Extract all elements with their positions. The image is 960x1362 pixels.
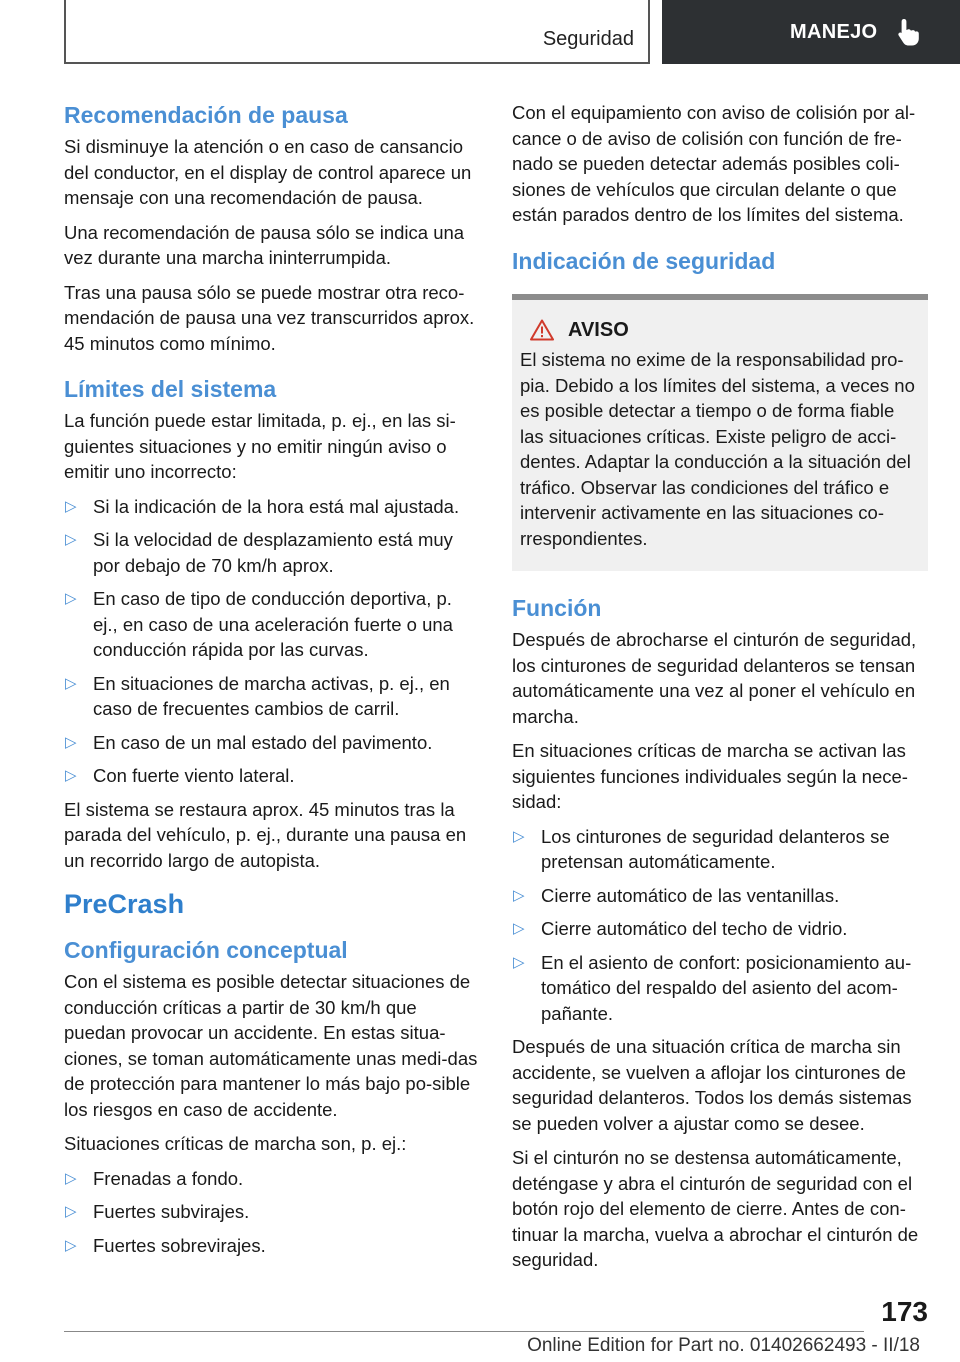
funcion-paragraph-2: En situaciones críticas de marcha se activan las siguientes funciones individuales según la nece‐sidad: [512, 740, 908, 812]
triangle-right-icon: ▷ [65, 767, 77, 784]
footer-rule [64, 1331, 864, 1332]
list-item [64, 586, 480, 663]
limites-paragraph-1: La función puede estar limitada, p. ej., en las si‐guientes situaciones y no emitir ningún aviso o emitir uno incorrecto: [64, 410, 456, 482]
funcion-list [512, 824, 928, 1027]
header-chapter-label: MANEJO [790, 20, 878, 43]
indicacion-heading: Indicación de seguridad [512, 247, 776, 274]
funcion-heading: Función [512, 595, 602, 621]
list-item-text: Cierre automático de las ventanillas. [541, 884, 840, 906]
list-item-text: Fuertes subvirajes. [93, 1201, 250, 1222]
triangle-right-icon: ▷ [513, 953, 525, 971]
list-item-text: Fuertes sobrevirajes. [93, 1234, 266, 1256]
list-item-text: Si la indicación de la hora está mal ajustada. [93, 495, 460, 517]
list-item-text: En caso de un mal estado del pavimento. [93, 731, 433, 753]
triangle-right-icon: ▷ [65, 531, 77, 548]
page-number: 173 [881, 1296, 928, 1327]
list-item-text: Cierre automático del techo de vidrio. [541, 918, 848, 939]
list-item-text: En caso de tipo de conducción deportiva, p. ej., en caso de una aceleración fuerte o una conducción rápida por las curvas. [93, 588, 453, 660]
warning-text: El sistema no exime de la responsabilidad pro‐pia. Debido a los límites del sistema, a veces no es posible detectar a tiempo o de forma fiable las situaciones críticas. Existe peligro de acci‐dentes. Adaptar la conducción a la situación del tráfico. Observar las condiciones del tráfico e intervenir activamente en las situaciones co‐rrespondientes. [520, 349, 915, 549]
triangle-right-icon: ▷ [65, 733, 77, 751]
header-rule-right [648, 0, 650, 64]
list-item-text: Frenadas a fondo. [93, 1167, 244, 1189]
config-paragraph-1: Con el sistema es posible detectar situaciones de conducción críticas a partir de 30 km/h que puedan provocar un accidente. En estas situa‐ciones, se toman automáticamente unas medi‐das de protección para mantener lo más bajo po‐sible los riesgos en caso de accidente. [64, 971, 478, 1120]
warning-title: AVISO [568, 318, 629, 341]
right-column [512, 100, 928, 1282]
triangle-right-icon: ▷ [65, 674, 77, 692]
list-item [512, 883, 928, 909]
list-item [64, 527, 480, 578]
pausa-paragraph-3: Tras una pausa sólo se puede mostrar otra reco‐mendación de pausa una vez transcurridos aprox. 45 minutos como mínimo. [64, 281, 475, 354]
warning-triangle-icon [530, 319, 554, 341]
funcion-paragraph-1: Después de abrocharse el cinturón de seguridad, los cinturones de seguridad delanteros se tensan automáticamente una vez al poner el vehículo en marcha. [512, 629, 917, 727]
hand-pointer-icon [895, 17, 923, 47]
pausa-paragraph-2: Una recomendación de pausa sólo se indica una vez durante una marcha ininterrumpida. [64, 221, 465, 268]
header-rule-bottom [64, 62, 650, 64]
warning-header [520, 318, 920, 344]
header-rule-left [64, 0, 66, 64]
header-section-label: Seguridad [542, 28, 634, 50]
precrash-heading: PreCrash [64, 889, 185, 919]
triangle-right-icon: ▷ [65, 590, 77, 607]
list-item-text: Si la velocidad de desplazamiento está muy por debajo de 70 km/h aprox. [93, 529, 453, 576]
list-item [64, 671, 480, 722]
list-item [512, 824, 928, 875]
footer-edition: Online Edition for Part no. 01402662493 - II/18 [527, 1335, 920, 1356]
config-heading: Configuración conceptual [64, 937, 348, 963]
list-item-text: Los cinturones de seguridad delanteros se pretensan automáticamente. [541, 825, 890, 872]
list-item [512, 916, 928, 942]
list-item-text: Con fuerte viento lateral. [93, 765, 295, 786]
list-item [64, 1199, 480, 1225]
pausa-paragraph-1: Si disminuye la atención o en caso de cansancio del conductor, en el display de control aparece un mensaje con una recomendación de pausa. [64, 136, 472, 208]
warning-box [512, 300, 928, 572]
header-chapter-tab[interactable] [662, 0, 960, 64]
intro-paragraph: Con el equipamiento con aviso de colisión por al‐cance o de aviso de colisión con función de fre‐nado se pueden detectar además posibles coli‐siones de vehículos que circulan delante o que están parados dentro de los límites del sistema. [512, 102, 916, 225]
funcion-paragraph-4: Si el cinturón no se destensa automáticamente, deténgase y abra el cinturón de seguridad con el botón rojo del elemento de cierre. Antes de con‐tinuar la marcha, vuelva a abrochar el cinturón de seguridad. [512, 1147, 919, 1270]
list-item [64, 763, 480, 789]
config-list [64, 1166, 480, 1259]
list-item [64, 1233, 480, 1259]
limites-paragraph-2: El sistema se restaura aprox. 45 minutos tras la parada del vehículo, p. ej., durante una pausa en un recorrido largo de autopista. [64, 798, 467, 871]
limites-heading: Límites del sistema [64, 376, 277, 402]
triangle-right-icon: ▷ [513, 886, 525, 904]
config-paragraph-2: Situaciones críticas de marcha son, p. ej.: [64, 1133, 407, 1154]
left-column [64, 100, 480, 1266]
triangle-right-icon: ▷ [65, 1169, 77, 1187]
list-item [64, 494, 480, 520]
list-item [64, 1166, 480, 1192]
list-item-text: En el asiento de confort: posicionamiento au‐tomático del respaldo del asiento del acom‐pañante. [541, 951, 912, 1024]
triangle-right-icon: ▷ [65, 1236, 77, 1254]
triangle-right-icon: ▷ [65, 1203, 77, 1220]
list-item [512, 950, 928, 1027]
triangle-right-icon: ▷ [513, 920, 525, 937]
list-item-text: En situaciones de marcha activas, p. ej., en caso de frecuentes cambios de carril. [93, 672, 450, 719]
pausa-heading: Recomendación de pausa [64, 102, 348, 128]
funcion-paragraph-3: Después de una situación crítica de marcha sin accidente, se vuelven a aflojar los cinturones de seguridad delanteros. Todos los demás sistemas se pueden volver a ajustar como se desee. [512, 1036, 912, 1134]
list-item [64, 730, 480, 756]
limites-list [64, 494, 480, 789]
triangle-right-icon: ▷ [513, 827, 525, 845]
triangle-right-icon: ▷ [65, 497, 77, 515]
